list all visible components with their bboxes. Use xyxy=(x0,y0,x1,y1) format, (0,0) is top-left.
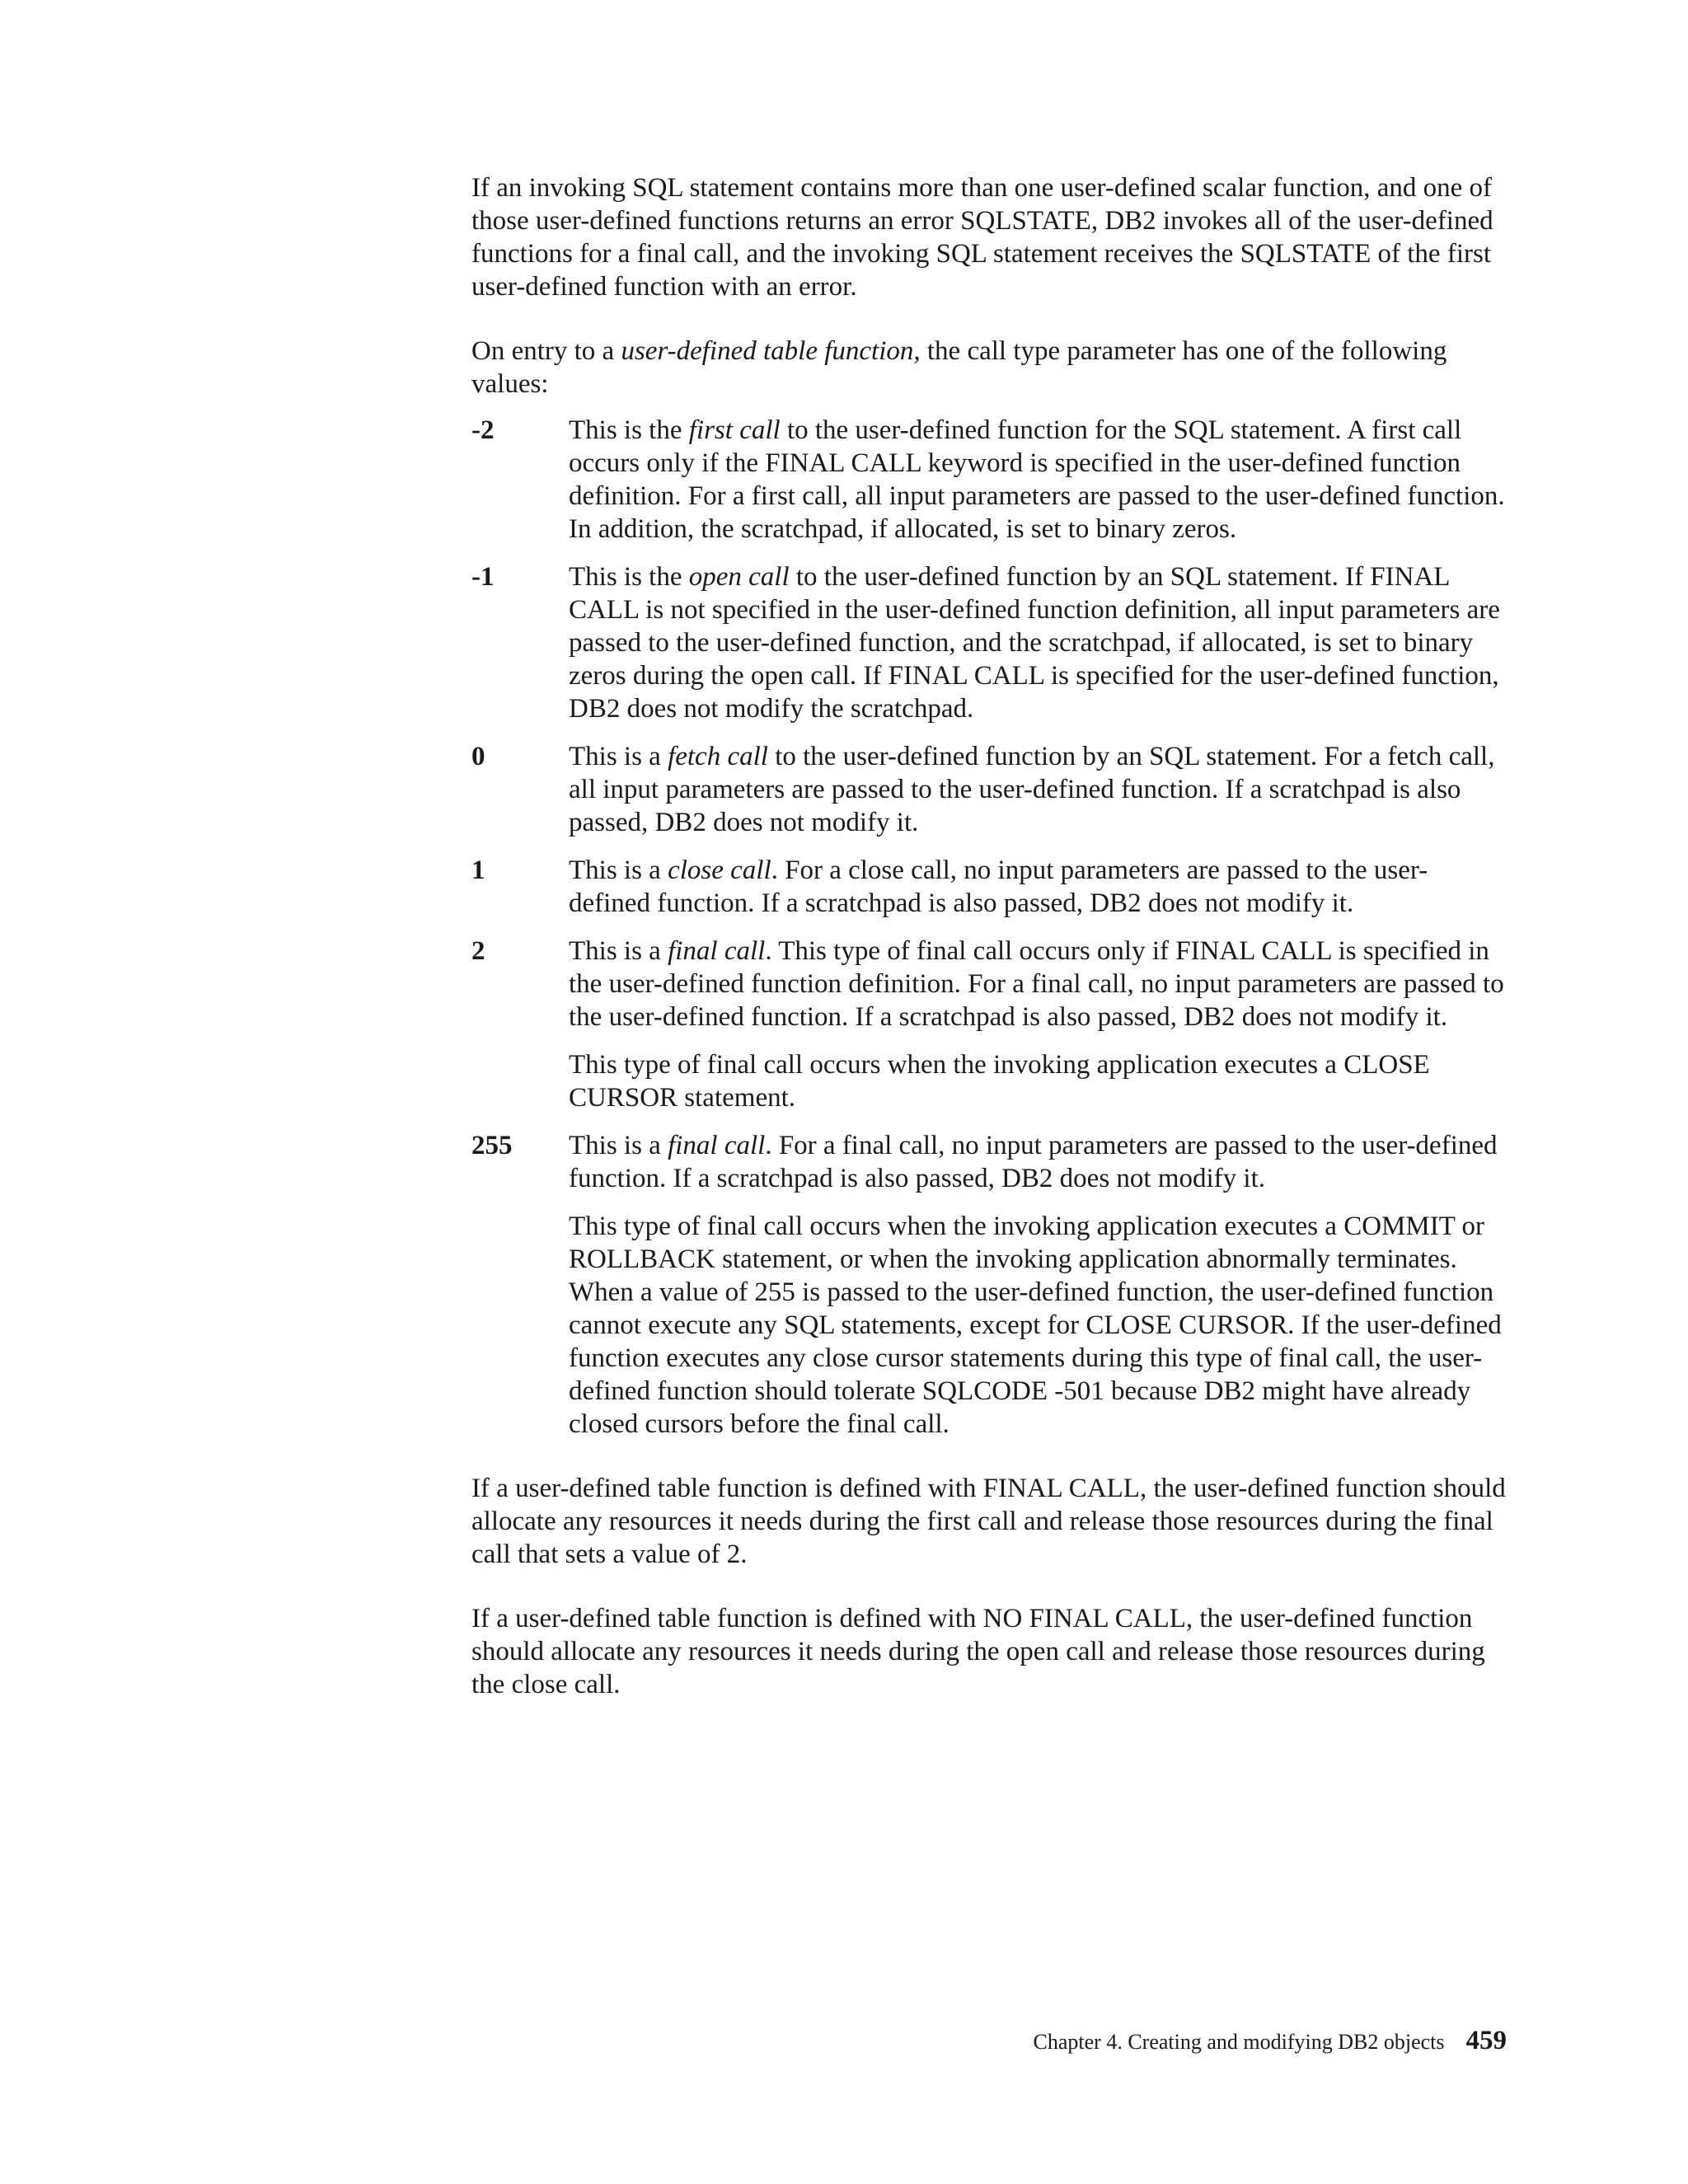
text-run: to the user-defined function for the SQL statement. A first call occurs only if the FINAL CALL keyword is specified in the user-defined function definition. For a first call, all input parameters are passed to the user-defined function. In addition, the scratchpad, if allocated, is set to binary zeros. xyxy=(569,415,1505,544)
call-type-entry-minus-1 xyxy=(471,560,1507,725)
description-paragraph xyxy=(569,1129,1507,1195)
description-paragraph xyxy=(569,935,1507,1033)
description-paragraph xyxy=(569,560,1507,725)
emphasis-term: final call xyxy=(668,936,766,966)
description-paragraph xyxy=(569,740,1507,839)
running-footer-chapter-title: Chapter 4. Creating and modifying DB2 objects xyxy=(1033,2030,1445,2054)
call-type-code: 2 xyxy=(471,936,485,966)
call-type-code: -1 xyxy=(471,562,495,592)
call-type-entry-1 xyxy=(471,854,1507,920)
call-type-entry-minus-2 xyxy=(471,414,1507,546)
call-type-description xyxy=(569,414,1507,546)
page-number: 459 xyxy=(1465,2026,1507,2055)
emphasis-term: close call xyxy=(668,855,771,885)
emphasis-term: open call xyxy=(688,562,790,592)
call-type-code: 0 xyxy=(471,742,485,771)
emphasis-term: fetch call xyxy=(668,742,768,771)
text-run: . This type of final call occurs only if FINAL CALL is specified in the user-defined function definition. For a final call, no input parameters are passed to the user-defined function. If a scratchpad is also passed, DB2 does not modify it. xyxy=(569,936,1504,1032)
text-run: This is the xyxy=(569,562,689,592)
call-type-code: 1 xyxy=(471,855,485,885)
call-type-description xyxy=(569,1129,1507,1441)
text-run: On entry to a xyxy=(471,336,621,366)
emphasis-term: final call xyxy=(668,1131,766,1160)
closing-paragraph-no-final-call: If a user-defined table function is defined with NO FINAL CALL, the user-defined function should allocate any resources it needs during the open call and release those resources during the close call. xyxy=(471,1604,1485,1699)
text-run: This is a xyxy=(569,855,668,885)
text-run: This is a xyxy=(569,1131,668,1160)
call-type-description xyxy=(569,560,1507,725)
description-paragraph xyxy=(569,414,1507,546)
call-type-code: 255 xyxy=(471,1131,513,1160)
text-run: . For a close call, no input parameters are passed to the user-defined function. If a scratchpad is also passed, DB2 does not modify it. xyxy=(569,855,1428,918)
intro-paragraph-table-function xyxy=(471,335,1507,401)
call-type-code: -2 xyxy=(471,415,495,445)
text-run: . For a final call, no input parameters are passed to the user-defined function. If a scratchpad is also passed, DB2 does not modify it. xyxy=(569,1131,1498,1193)
description-paragraph: This type of final call occurs when the invoking application executes a COMMIT or ROLLBACK statement, or when the invoking application abnormally terminates. When a value of 255 is passed to the user-defined function, the user-defined function cannot execute any SQL statements, except for CLOSE CURSOR. If the user-defined function executes any close cursor statements during this type of final call, the user-defined function should tolerate SQLCODE -501 because DB2 might have already closed cursors before the final call. xyxy=(569,1212,1502,1439)
emphasis-term: user-defined table function, xyxy=(621,336,921,366)
text-run: to the user-defined function by an SQL statement. If FINAL CALL is not specified in the user-defined function definition, all input parameters are passed to the user-defined function, and the scratchpad, if allocated, is set to binary zeros during the open call. If FINAL CALL is specified for the user-defined function, DB2 does not modify the scratchpad. xyxy=(569,562,1500,724)
call-type-entry-0 xyxy=(471,740,1507,839)
closing-paragraph-final-call: If a user-defined table function is defined with FINAL CALL, the user-defined function should allocate any resources it needs during the first call and release those resources during the final call that sets a value of 2. xyxy=(471,1474,1506,1569)
call-type-description xyxy=(569,935,1507,1114)
call-type-description xyxy=(569,740,1507,839)
text-run: This is the xyxy=(569,415,689,445)
page-footer xyxy=(956,2026,1507,2056)
call-type-description xyxy=(569,854,1507,920)
text-run: This is a xyxy=(569,742,668,771)
emphasis-term: first call xyxy=(688,415,781,445)
description-paragraph xyxy=(569,854,1507,920)
text-run: the call type parameter has one of the following values: xyxy=(471,336,1447,399)
text-run: This is a xyxy=(569,936,668,966)
page-body xyxy=(471,171,1507,1701)
call-type-entry-2 xyxy=(471,935,1507,1114)
text-run: to the user-defined function by an SQL statement. For a fetch call, all input parameters are passed to the user-defined function. If a scratchpad is also passed, DB2 does not modify it. xyxy=(569,742,1495,837)
intro-paragraph-scalar-error: If an invoking SQL statement contains more than one user-defined scalar function, and one of those user-defined functions returns an error SQLSTATE, DB2 invokes all of the user-defined functions for a final call, and the invoking SQL statement receives the SQLSTATE of the first user-defined function with an error. xyxy=(471,173,1493,302)
call-type-entry-255 xyxy=(471,1129,1507,1441)
description-paragraph: This type of final call occurs when the invoking application executes a CLOSE CURSOR statement. xyxy=(569,1050,1430,1113)
